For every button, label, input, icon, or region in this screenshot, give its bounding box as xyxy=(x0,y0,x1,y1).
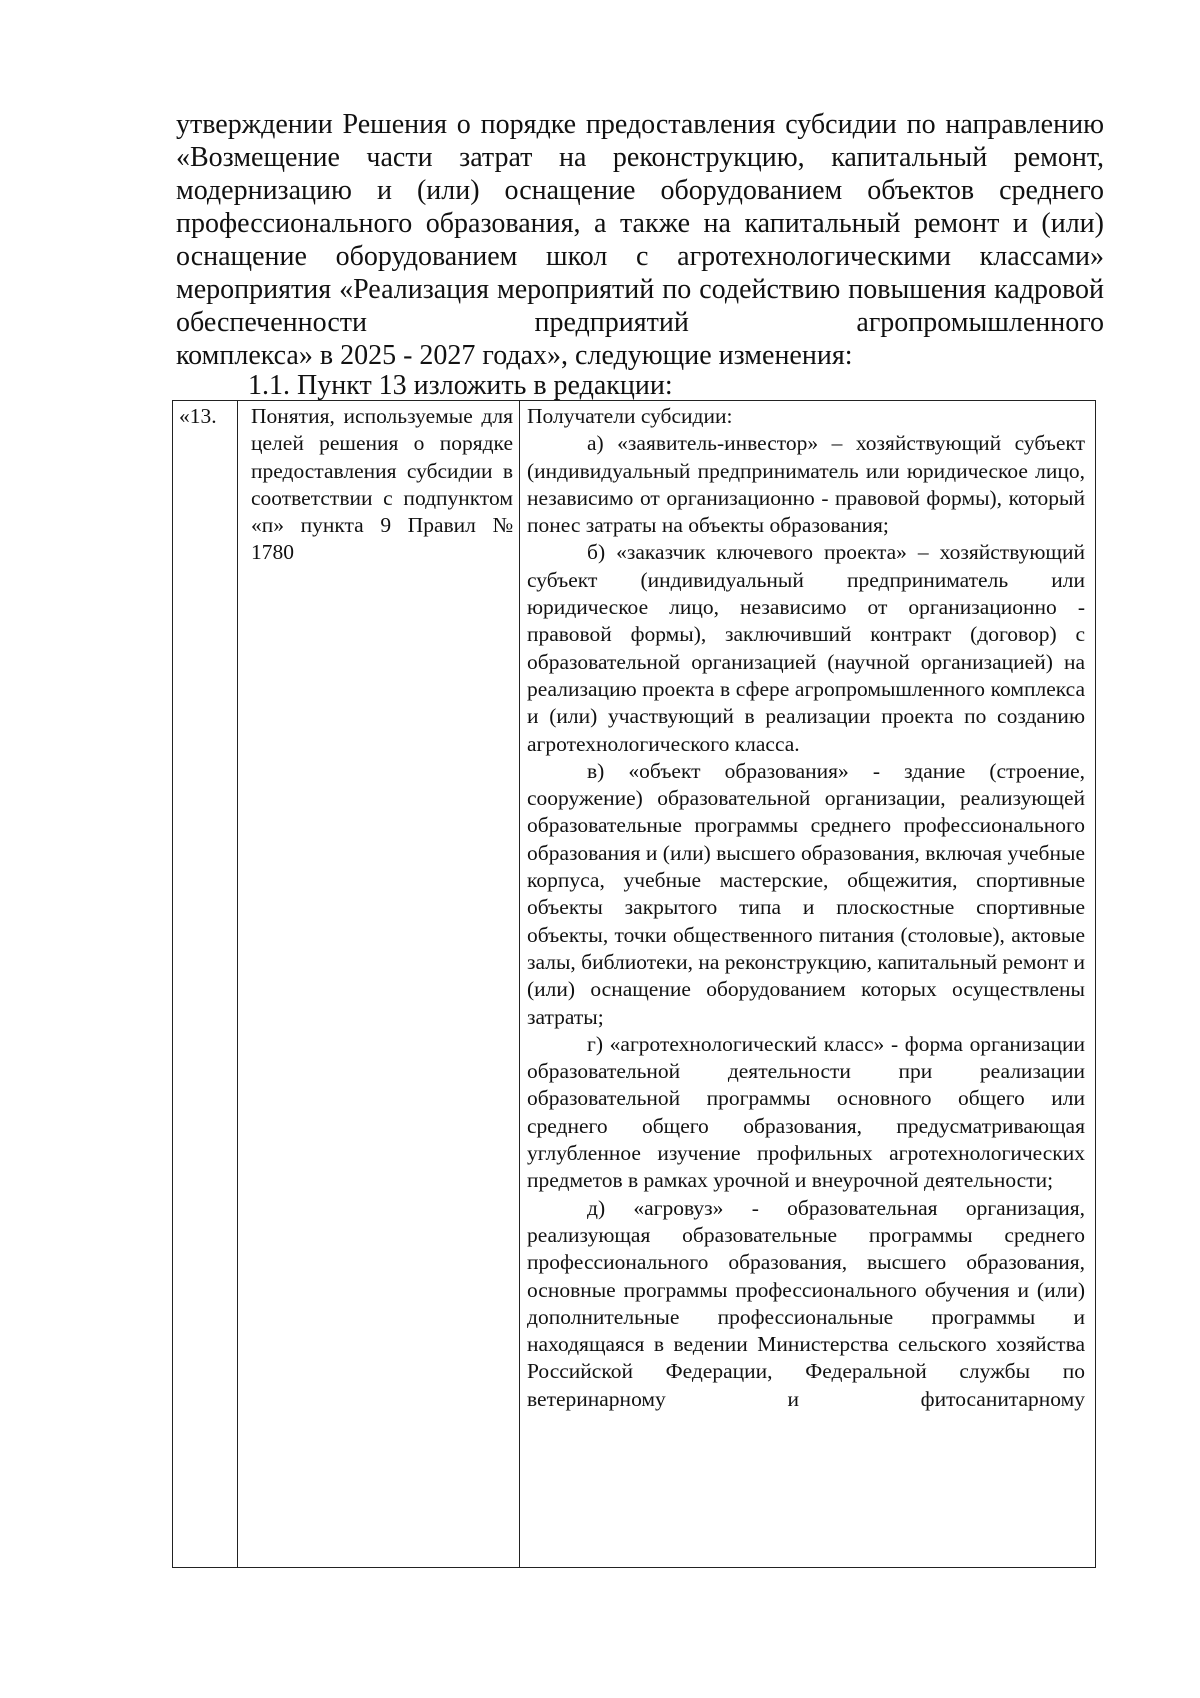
intro-paragraph-end: комплекса» в 2025 - 2027 годах», следующие изменения: xyxy=(176,340,853,371)
definitions-cell xyxy=(527,403,1085,1413)
term-cell: Понятия, используемые для целей решения о порядке предоставления субсидии в соответствии с подпунктом «п» пункта 9 Правил № 1780 xyxy=(251,404,513,565)
intro-paragraph: утверждении Решения о порядке предоставления субсидии по направлению «Возмещение части затрат на реконструкцию, капитальный ремонт, модернизацию и (или) оснащение оборудованием объектов среднего профессионального образования, а также на капитальный ремонт и (или) оснащение оборудованием школ с агротехнологическими классами» мероприятия «Реализация мероприятий по содействию повышения кадровой обеспеченности предприятий агропромышленного xyxy=(176,109,1104,338)
definition-b: б) «заказчик ключевого проекта» – хозяйствующий субъект (индивидуальный предприниматель или юридическое лицо, независимо от организационно - правовой формы), заключивший контракт (договор) с образовательной организацией (научной организацией) на реализацию проекта в сфере агропромышленного комплекса и (или) участвующий в реализации проекта по созданию агротехнологического класса. xyxy=(527,540,1085,756)
clause-heading: 1.1. Пункт 13 изложить в редакции: xyxy=(248,370,673,401)
definitions-lead: Получатели субсидии: xyxy=(527,404,733,428)
amendment-table xyxy=(172,400,1096,1568)
row-number: «13. xyxy=(179,404,217,428)
column-divider xyxy=(519,401,520,1567)
column-divider xyxy=(237,401,238,1567)
definition-d: д) «агровуз» - образовательная организация, реализующая образовательные программы среднего профессионального образования, высшего образования, основные программы профессионального обучения и (или) дополнительные профессиональные программы и находящаяся в ведении Министерства сельского хозяйства Российской Федерации, Федеральной службы по ветеринарному и фитосанитарному xyxy=(527,1195,1085,1411)
definition-a: а) «заявитель-инвестор» – хозяйствующий субъект (индивидуальный предприниматель или юридическое лицо, независимо от организационно - правовой формы), который понес затраты на объекты образования; xyxy=(527,431,1085,538)
definition-v: в) «объект образования» - здание (строение, сооружение) образовательной организации, реализующей образовательные программы среднего профессионального образования и (или) высшего образования, включая учебные корпуса, учебные мастерские, общежития, спортивные объекты закрытого типа и плоскостные спортивные объекты, точки общественного питания (столовые), актовые залы, библиотеки, на реконструкцию, капитальный ремонт и (или) оснащение оборудованием которых осуществлены затраты; xyxy=(527,758,1085,1029)
definition-g: г) «агротехнологический класс» - форма организации образовательной деятельности при реализации образовательной программы основного общего или среднего общего образования, предусматривающая углубленное изучение профильных агротехнологических предметов в рамках урочной и внеурочной деятельности; xyxy=(527,1031,1085,1193)
